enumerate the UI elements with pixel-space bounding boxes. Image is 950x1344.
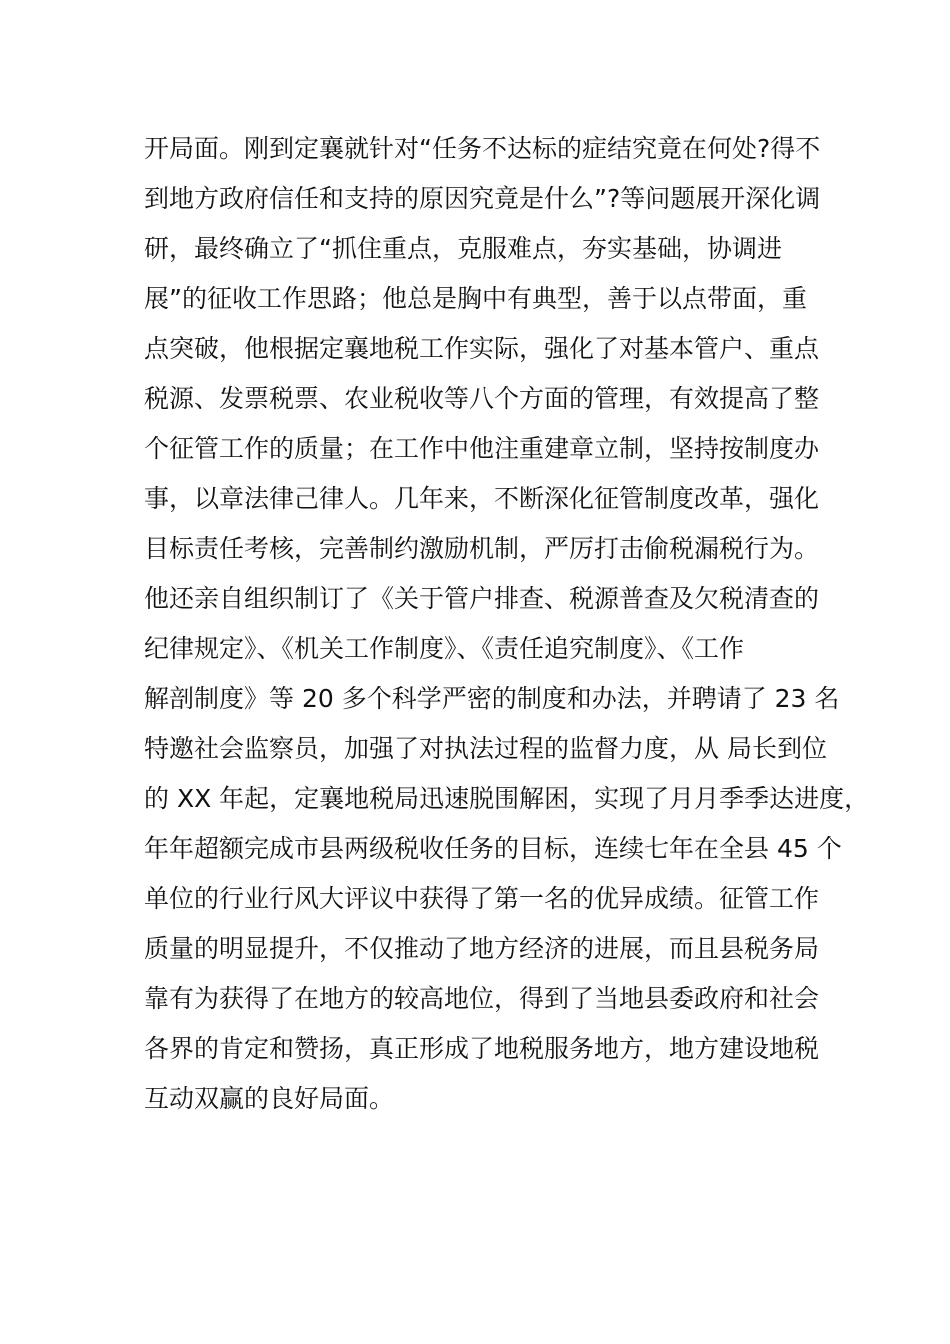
text-line: 靠有为获得了在地方的较高地位，得到了当地县委政府和社会 [144, 984, 820, 1013]
text-line: 单位的行业行风大评议中获得了第一名的优异成绩。征管工作 [144, 884, 820, 913]
text-line: 质量的明显提升，不仅推动了地方经济的进展，而且县税务局 [144, 934, 820, 963]
text-line: 研，最终确立了“抓住重点，克服难点，夯实基础，协调进 [144, 234, 782, 263]
text-line: 他还亲自组织制订了《关于管户排查、税源普查及欠税清查的 [144, 584, 820, 613]
text-line: 年年超额完成市县两级税收任务的目标，连续七年在全县 45 个 [144, 834, 842, 863]
text-line: 开局面。刚到定襄就针对“任务不达标的症结究竟在何处?得不 [144, 134, 821, 163]
body-paragraph [144, 124, 870, 1124]
text-line: 税源、发票税票、农业税收等八个方面的管理，有效提高了整 [144, 384, 820, 413]
text-line: 互动双赢的良好局面。 [144, 1084, 395, 1113]
text-line: 解剖制度》等 20 多个科学严密的制度和办法，并聘请了 23 名 [144, 684, 840, 713]
text-line: 特邀社会监察员，加强了对执法过程的监督力度，从 局长到位 [144, 734, 827, 763]
text-line: 纪律规定》、《机关工作制度》、《责任追究制度》、《工作 [144, 634, 745, 663]
text-line: 各界的肯定和赞扬，真正形成了地税服务地方，地方建设地税 [144, 1034, 820, 1063]
text-line: 点突破，他根据定襄地税工作实际，强化了对基本管户、重点 [144, 334, 820, 363]
text-line: 展”的征收工作思路；他总是胸中有典型，善于以点带面，重 [144, 284, 807, 313]
text-line: 目标责任考核，完善制约激励机制，严厉打击偷税漏税行为。 [144, 534, 820, 563]
text-line: 事，以章法律己律人。几年来，不断深化征管制度改革，强化 [144, 484, 820, 513]
text-line: 的 XX 年起，定襄地税局迅速脱围解困，实现了月月季季达进度， [144, 784, 870, 813]
text-line: 到地方政府信任和支持的原因究竟是什么”?等问题展开深化调 [144, 184, 821, 213]
text-line: 个征管工作的质量；在工作中他注重建章立制，坚持按制度办 [144, 434, 820, 463]
